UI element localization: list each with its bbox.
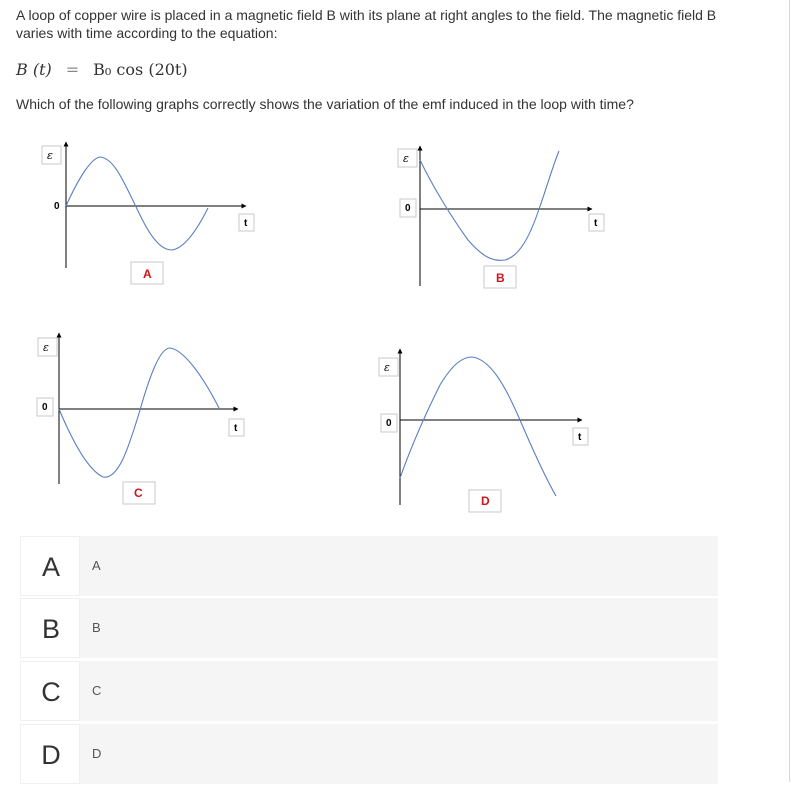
- option-b-letter-cell: [20, 598, 80, 658]
- option-a-letter: A: [41, 552, 60, 582]
- equation-equals: =: [65, 60, 80, 79]
- equation-rhs: B₀ cos (20t): [93, 60, 188, 79]
- graph-b-caption: B: [496, 271, 505, 285]
- page-edge-divider: [789, 0, 790, 782]
- option-a-text: A: [92, 558, 101, 573]
- graph-c-xlabel: t: [234, 423, 238, 434]
- graph-d-ylabel: ε: [384, 361, 390, 374]
- graph-d-curve: [400, 357, 556, 496]
- option-d-text: D: [92, 746, 102, 761]
- graph-a-xlabel: t: [244, 218, 248, 229]
- graph-a-origin: 0: [54, 201, 60, 212]
- graph-c-ylabel: ε: [43, 341, 49, 354]
- option-c[interactable]: [20, 661, 718, 721]
- graph-d-xlabel: t: [578, 432, 582, 443]
- graph-b: [398, 146, 604, 288]
- graph-c-origin: 0: [42, 402, 48, 413]
- question-prompt: Which of the following graphs correctly shows the variation of the emf induced in the loop with time?: [16, 96, 634, 112]
- option-d-letter-cell: [20, 724, 80, 784]
- option-a-letter-cell: [20, 536, 80, 596]
- graph-d-caption: D: [481, 494, 490, 508]
- graph-c-curve: [59, 348, 220, 477]
- option-c-text: C: [92, 683, 102, 698]
- option-b[interactable]: [20, 598, 718, 658]
- option-c-letter-cell: [20, 661, 80, 721]
- graph-a-ylabel: ε: [47, 149, 53, 162]
- question-text: A loop of copper wire is placed in a magnetic field B with its plane at right angles to the field. The magnetic field B varies with time according to the equation:: [16, 7, 717, 41]
- equation-lhs: B (t): [16, 60, 52, 79]
- graph-a: [42, 142, 254, 284]
- graph-b-origin: 0: [405, 203, 411, 214]
- option-b-text: B: [92, 620, 101, 635]
- graph-d: [379, 349, 588, 512]
- graph-a-caption: A: [143, 267, 152, 281]
- option-d[interactable]: [20, 724, 718, 784]
- graph-c-caption: C: [134, 486, 143, 500]
- option-d-letter: D: [41, 740, 61, 770]
- graph-a-curve: [66, 157, 208, 250]
- graph-b-ylabel: ε: [403, 152, 409, 165]
- graph-d-origin: 0: [386, 418, 392, 429]
- option-a[interactable]: [20, 536, 718, 596]
- graph-b-xlabel: t: [594, 218, 598, 229]
- option-c-letter: C: [41, 677, 61, 707]
- graph-c: [37, 333, 244, 504]
- option-b-letter: B: [41, 614, 60, 644]
- graph-b-curve: [420, 151, 559, 260]
